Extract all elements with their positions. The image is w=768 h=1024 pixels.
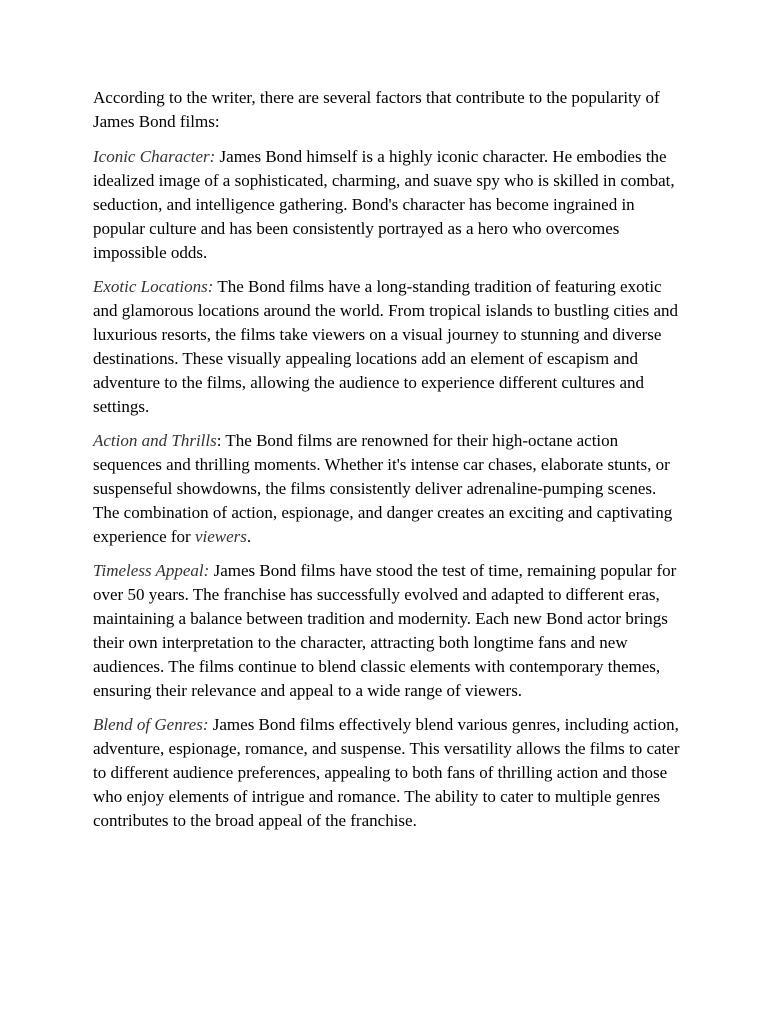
paragraph-blend-of-genres [93,713,685,833]
tail-action-and-thrills: . [246,527,252,546]
term-action-and-thrills: Action and Thrills [93,431,217,450]
paragraph-timeless-appeal [93,559,685,703]
body-timeless-appeal: James Bond films have stood the test of time, remaining popular for over 50 years. The franchise has successfully evolved and adapted to different eras, maintaining a balance between tradition and modernity. Each new Bond actor brings their own interpretation to the character, attracting both longtime fans and new audiences. The films continue to blend classic elements with contemporary themes, ensuring their relevance and appeal to a wide range of viewers. [93,561,677,700]
body-action-and-thrills: : The Bond films are renowned for their high-octane action sequences and thrilling moments. Whether it's intense car chases, elaborate stunts, or suspenseful showdowns, the films consistently deliver adrenaline-pumping scenes. The combination of action, espionage, and danger creates an exciting and captivating experience for [93,431,673,546]
term-timeless-appeal: Timeless Appeal: [93,561,210,580]
term-exotic-locations: Exotic Locations: [93,277,214,296]
document-page [93,86,685,843]
body-iconic-character: James Bond himself is a highly iconic character. He embodies the idealized image of a sophisticated, charming, and suave spy who is skilled in combat, seduction, and intelligence gathering. Bond's character has become ingrained in popular culture and has been consistently portrayed as a hero who overcomes impossible odds. [93,147,675,262]
term-blend-of-genres: Blend of Genres: [93,715,209,734]
intro-paragraph: According to the writer, there are several factors that contribute to the popularity of James Bond films: [93,88,660,131]
paragraph-action-and-thrills [93,429,685,549]
term-iconic-character: Iconic Character: [93,147,216,166]
italic-viewers: viewers [194,527,247,546]
body-blend-of-genres: James Bond films effectively blend various genres, including action, adventure, espionage, romance, and suspense. This versatility allows the films to cater to different audience preferences, appealing to both fans of thrilling action and those who enjoy elements of intrigue and romance. The ability to cater to multiple genres contributes to the broad appeal of the franchise. [93,715,680,830]
paragraph-iconic-character [93,145,685,265]
paragraph-exotic-locations [93,275,685,419]
body-exotic-locations: The Bond films have a long-standing tradition of featuring exotic and glamorous locations around the world. From tropical islands to bustling cities and luxurious resorts, the films take viewers on a visual journey to stunning and diverse destinations. These visually appealing locations add an element of escapism and adventure to the films, allowing the audience to experience different cultures and settings. [93,277,678,416]
